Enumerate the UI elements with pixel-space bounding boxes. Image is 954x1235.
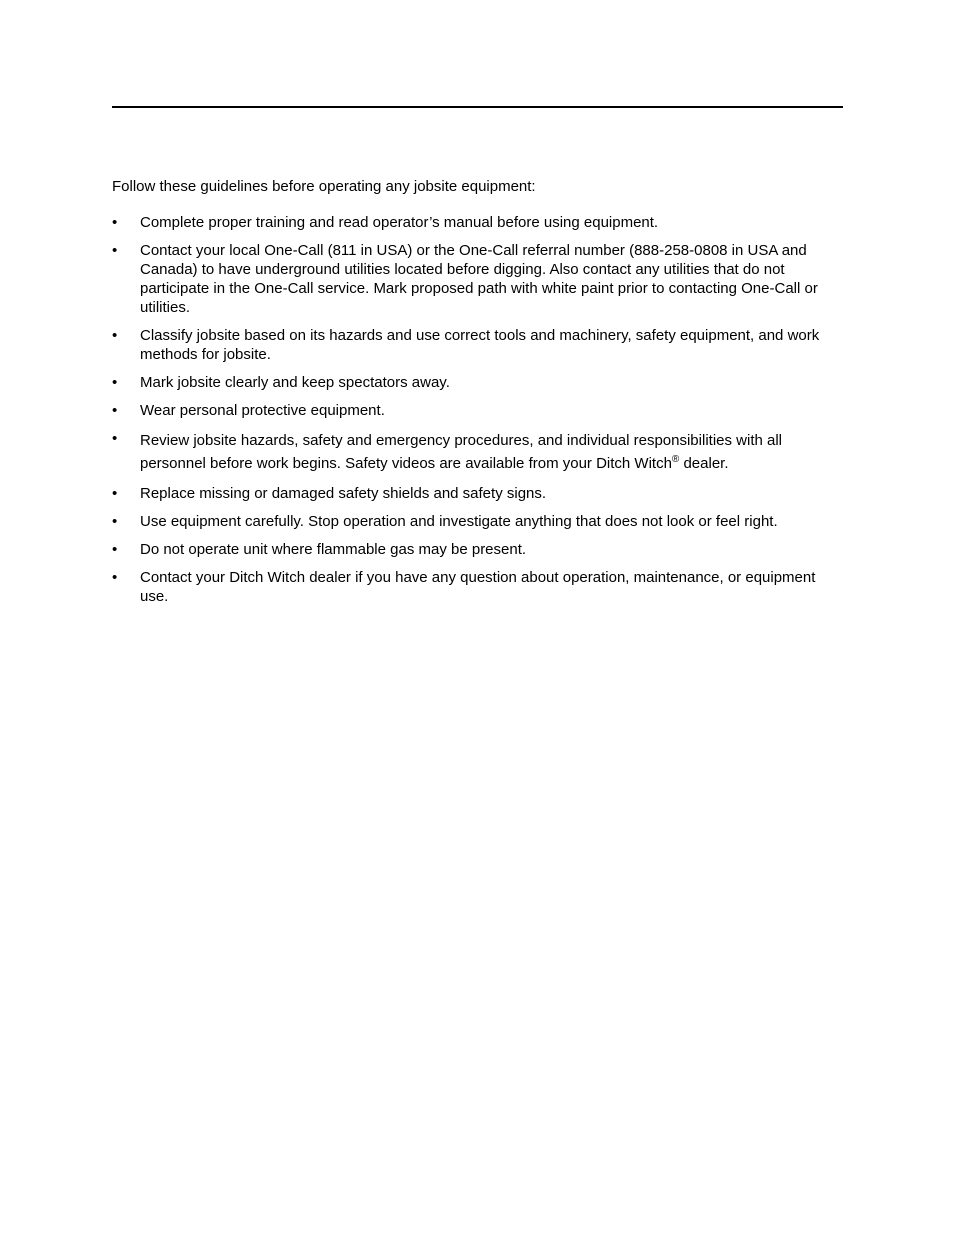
list-item-text: Classify jobsite based on its hazards and use correct tools and machinery, safety equipment, and work methods for jobsite. (140, 327, 820, 363)
intro-text: Follow these guidelines before operating any jobsite equipment: (112, 178, 536, 195)
list-item-text: Replace missing or damaged safety shields and safety signs. (140, 485, 547, 502)
bullet-icon: • (112, 327, 118, 344)
list-item (112, 512, 843, 531)
list-item-text: Wear personal protective equipment. (140, 402, 385, 419)
bullet-icon: • (112, 374, 118, 391)
bullet-icon: • (112, 541, 118, 558)
bullet-icon: • (112, 513, 118, 530)
list-item-text (140, 432, 782, 472)
list-item (112, 213, 843, 232)
list-item (112, 326, 843, 364)
bullet-icon: • (112, 242, 118, 259)
list-item-text: Use equipment carefully. Stop operation and investigate anything that does not look or feel right. (140, 513, 778, 530)
list-item (112, 373, 843, 392)
list-item (112, 568, 843, 606)
bullet-icon: • (112, 485, 118, 502)
header-rule (112, 106, 843, 108)
list-item (112, 540, 843, 559)
list-item (112, 429, 843, 475)
list-item (112, 484, 843, 503)
list-item-text: Complete proper training and read operator’s manual before using equipment. (140, 214, 659, 231)
bullet-icon: • (112, 569, 118, 586)
bullet-icon: • (112, 214, 118, 231)
list-item-text: Mark jobsite clearly and keep spectators away. (140, 374, 450, 391)
list-item-text-before: Review jobsite hazards, safety and emergency procedures, and individual responsibilities with all personnel before work begins. Safety videos are available from your Ditch Witch (140, 432, 783, 472)
bullet-icon: • (112, 402, 118, 419)
list-item-text: Contact your local One-Call (811 in USA) or the One-Call referral number (888-258-0808 in USA and Canada) to have underground utilities located before digging. Also contact any utilities that do not participate in the One-Call service. Mark proposed path with white paint prior to contacting One-Call or utilities. (140, 242, 818, 316)
list-item-text: Do not operate unit where flammable gas may be present. (140, 541, 527, 558)
list-item-text-after: dealer. (679, 455, 729, 472)
registered-mark: ® (671, 454, 680, 465)
guidelines-list (112, 213, 843, 615)
list-item (112, 241, 843, 317)
list-item-text: Contact your Ditch Witch dealer if you have any question about operation, maintenance, or equipment use. (140, 569, 816, 605)
bullet-icon: • (112, 430, 118, 447)
list-item (112, 401, 843, 420)
